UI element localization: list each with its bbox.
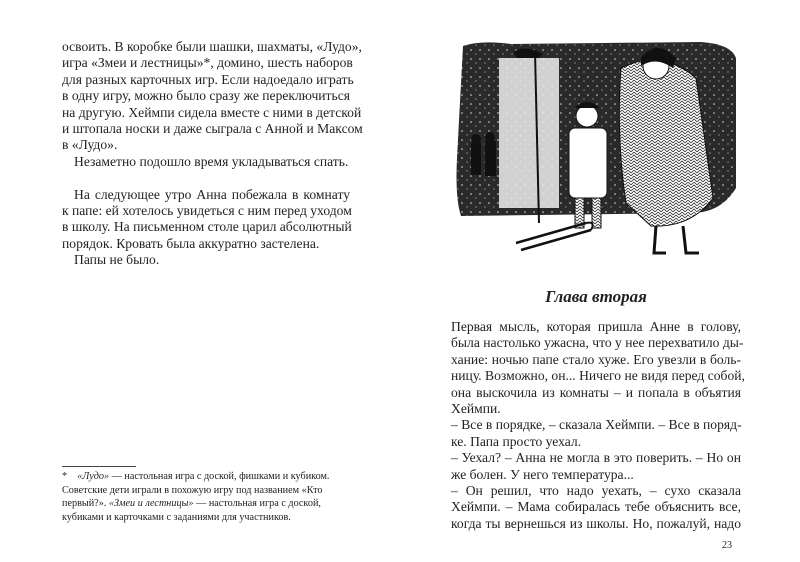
footnote-line: кубиками и карточками с заданиями для участников. <box>62 511 291 523</box>
illustration-winter-night <box>451 38 743 258</box>
footnote-rule <box>62 466 136 467</box>
text-line: ницу. Возможно, он... Ничего не видя перед собой, <box>451 368 745 384</box>
footnote-line: Советские дети играли в похожую игру под названием «Кто <box>62 484 323 496</box>
text-line: в «Лудо». <box>62 137 118 153</box>
footnote-line <box>62 497 321 511</box>
text-line: была настолько ужасна, что у нее перехватило ды- <box>451 335 744 351</box>
text-line: игра «Змеи и лестницы»*, домино, шесть наборов <box>62 55 353 71</box>
text-line: в одну игру, можно было сразу же переключиться <box>62 88 350 104</box>
footnote-marker: * <box>62 471 68 482</box>
text-line: Хеймпи. <box>451 401 501 416</box>
footnote-term: «Змеи и лестницы» <box>108 498 194 509</box>
text-line: ке. Папа просто уехал. <box>451 433 582 449</box>
text-line: на другую. Хеймпи сидела вместе с ними в детской <box>62 104 362 120</box>
text-line: – Все в порядке, – сказала Хеймпи. – Все в поряд- <box>451 417 742 433</box>
text-line: Хеймпи. – Мама собиралась тебе объяснить все, <box>451 499 741 515</box>
text-line: и штопала носки и даже сыграла с Анной и Максом <box>62 121 363 136</box>
page-number: 23 <box>722 540 732 551</box>
lamp-light <box>499 58 559 208</box>
text-line: порядок. Кровать была аккуратно застелена. <box>62 235 320 251</box>
text-line: когда ты вернешься из школы. Но, пожалуй, надо <box>451 515 741 531</box>
text-line: Незаметно подошло время укладываться спать. <box>74 153 349 169</box>
text-line: – Уехал? – Анна не могла в это поверить. – Но он <box>451 450 741 466</box>
text-line: На следующее утро Анна побежала в комнату <box>74 186 350 202</box>
text-line: Папы не было. <box>74 252 160 268</box>
text-line: в школу. На письменном столе царил абсолютный <box>62 219 352 235</box>
text-line: к папе: ей хотелось увидеться с ним перед уходом <box>62 203 352 218</box>
text-line: Первая мысль, которая пришла Анне в голову, <box>451 319 741 334</box>
text-line: освоить. В коробке были шашки, шахматы, «Лудо», <box>62 39 362 54</box>
footnote-text: — настольная игра с доской, фишками и кубиком. <box>109 471 330 482</box>
footnote-text: первый?». <box>62 498 109 509</box>
chapter-heading: Глава вторая <box>545 287 647 306</box>
footnote-line <box>62 470 345 484</box>
text-line: для разных карточных игр. Если надоедало играть <box>62 71 354 87</box>
text-line: же болен. У него температура... <box>451 466 634 482</box>
text-line: – Он решил, что надо уехать, – сухо сказала <box>451 483 741 498</box>
text-line: она выскочила из комнаты – и попала в объятия <box>451 384 741 400</box>
footnote-term: «Лудо» <box>77 471 110 482</box>
footnote-text: — настольная игра с доской, <box>193 498 321 509</box>
text-line: хание: ночью папе стало хуже. Его увезли в боль- <box>451 351 741 367</box>
